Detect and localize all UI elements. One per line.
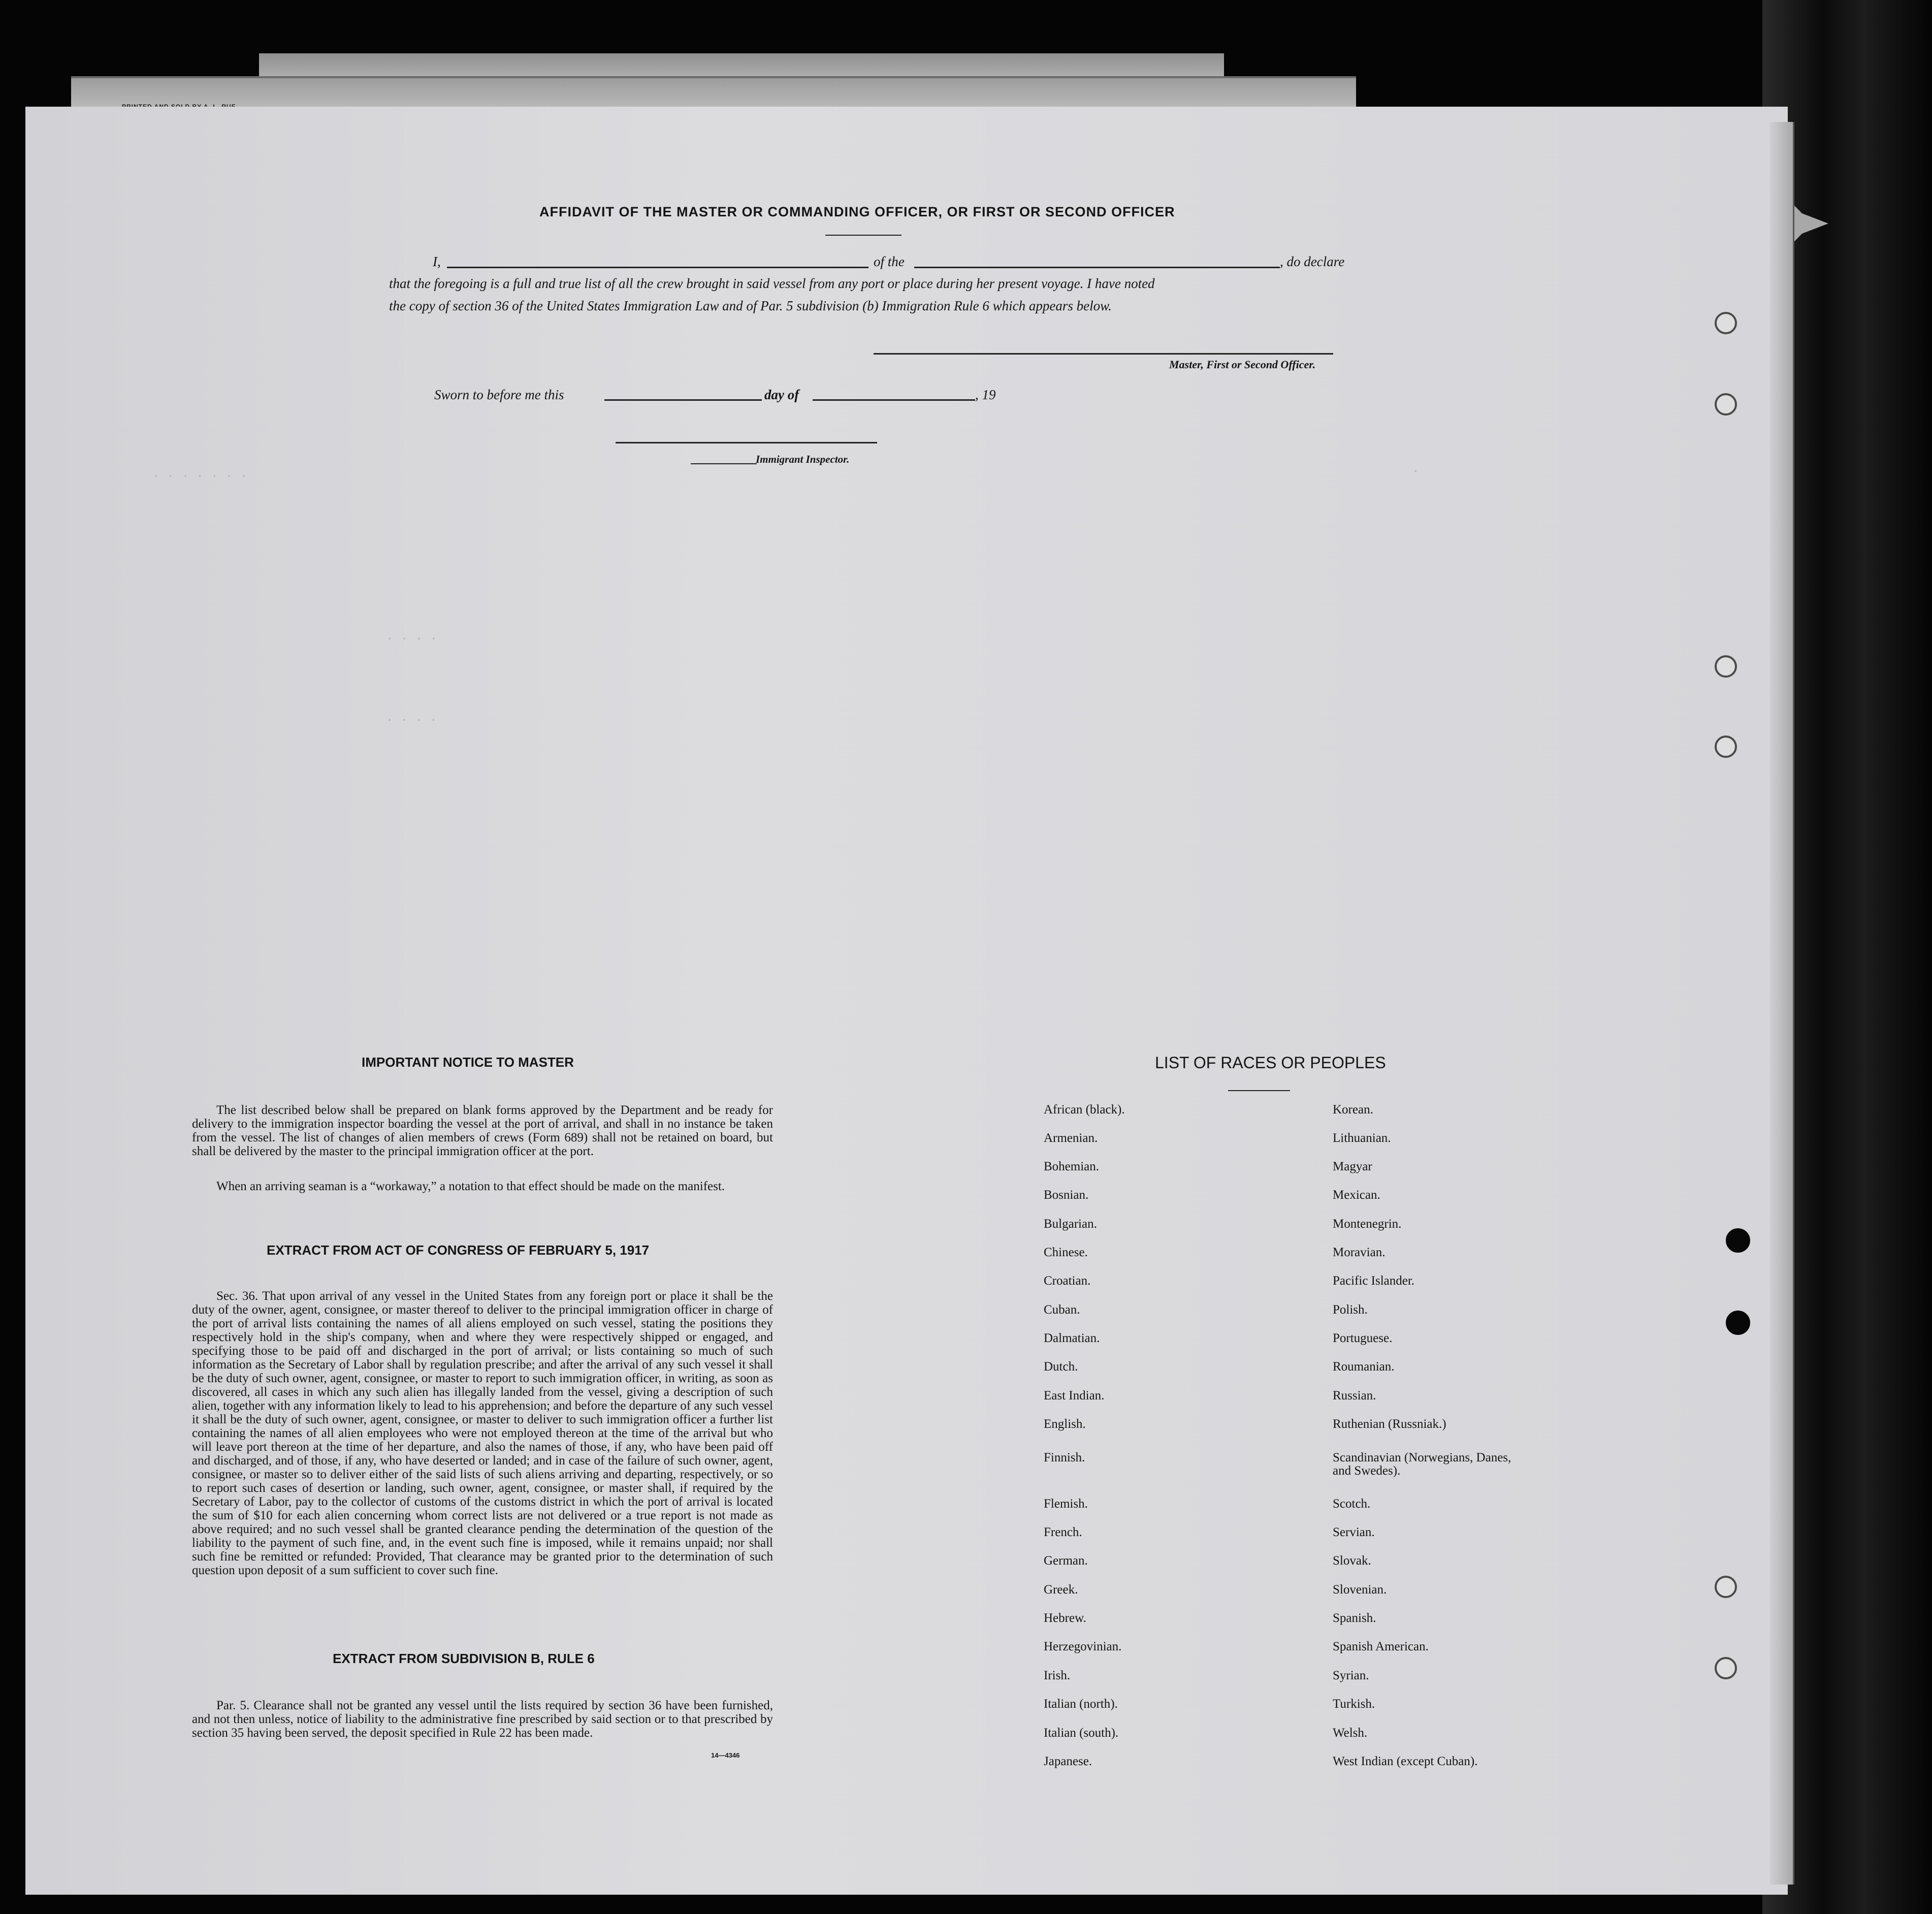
race-item: Flemish. [1044, 1497, 1088, 1511]
binder-hole-punched [1726, 1228, 1750, 1253]
race-item: Roumanian. [1333, 1360, 1395, 1374]
extract-rule-title: EXTRACT FROM SUBDIVISION B, RULE 6 [333, 1651, 595, 1666]
affidavit-i: I, [433, 254, 441, 269]
binder-hole [1715, 312, 1737, 334]
race-item: African (black). [1044, 1103, 1125, 1117]
race-item: Armenian. [1044, 1131, 1098, 1145]
extract-rule-text: Par. 5. Clearance shall not be granted any vessel until the lists required by section 36 have been furnished, and not then unless, notice of liability to the administrative fine prescribed by said section or to that prescribed by section 35 having been served, the deposit specified in Rule 22 has been made. [192, 1699, 773, 1740]
race-item: Welsh. [1333, 1726, 1368, 1740]
race-item: Lithuanian. [1333, 1131, 1391, 1145]
sworn-day-of: day of [764, 387, 799, 402]
affidavit-line2: that the foregoing is a full and true list of all the crew brought in said vessel from any port or place during her present voyage. I have noted [389, 276, 1155, 291]
race-item: French. [1044, 1525, 1082, 1539]
signature-blank [874, 353, 1333, 355]
race-item: Cuban. [1044, 1303, 1080, 1317]
title-rule [825, 235, 901, 236]
race-item: Italian (north). [1044, 1697, 1118, 1711]
race-item: Bohemian. [1044, 1160, 1100, 1173]
sworn-prefix: Sworn to before me this [434, 387, 564, 402]
race-item: Scotch. [1333, 1497, 1371, 1511]
race-item: Herzegovinian. [1044, 1640, 1122, 1653]
bleed-through-text: . . . . . . . [152, 467, 248, 481]
race-item: German. [1044, 1554, 1088, 1568]
race-item: Dutch. [1044, 1360, 1078, 1374]
extract-act-title: EXTRACT FROM ACT OF CONGRESS OF FEBRUARY 5, 1917 [267, 1242, 650, 1258]
notice-paragraph-2: When an arriving seaman is a “workaway,” a notation to that effect should be made on the manifest. [216, 1179, 725, 1193]
page-edge [1770, 122, 1794, 1885]
binder-hole [1715, 736, 1737, 758]
race-item: Portuguese. [1333, 1331, 1393, 1345]
inspector-short-rule [691, 463, 757, 464]
affidavit-do-declare: , do declare [1280, 254, 1345, 269]
document-page [25, 107, 1788, 1895]
race-item: Slovak. [1333, 1554, 1371, 1568]
race-item: Japanese. [1044, 1755, 1092, 1768]
binder-hole [1715, 393, 1737, 416]
race-item: Turkish. [1333, 1697, 1375, 1711]
race-item: Spanish American. [1333, 1640, 1429, 1653]
race-item: Chinese. [1044, 1246, 1088, 1259]
inspector-signature-blank [616, 442, 877, 443]
race-item: Servian. [1333, 1525, 1375, 1539]
race-item: Bulgarian. [1044, 1217, 1097, 1231]
race-item: East Indian. [1044, 1389, 1105, 1402]
day-blank [604, 399, 762, 401]
sworn-year: , 19 [975, 387, 996, 402]
race-item: Spanish. [1333, 1611, 1376, 1625]
race-item: Polish. [1333, 1303, 1368, 1317]
race-item: Croatian. [1044, 1274, 1091, 1288]
race-item: Montenegrin. [1333, 1217, 1402, 1231]
race-item: Syrian. [1333, 1669, 1369, 1682]
race-item: Russian. [1333, 1389, 1376, 1402]
race-item: Moravian. [1333, 1246, 1386, 1259]
race-item: English. [1044, 1417, 1086, 1431]
bleed-through-text: . [1412, 462, 1420, 476]
races-title-rule [1228, 1090, 1290, 1091]
race-item: Slovenian. [1333, 1583, 1387, 1597]
affidavit-title: AFFIDAVIT OF THE MASTER OR COMMANDING OFFICER, OR FIRST OR SECOND OFFICER [539, 204, 1175, 219]
race-item: Korean. [1333, 1103, 1373, 1117]
binder-hole [1715, 655, 1737, 678]
binder-hole-punched [1726, 1311, 1750, 1335]
notice-title: IMPORTANT NOTICE TO MASTER [362, 1055, 574, 1070]
month-blank [813, 399, 975, 401]
race-item: Mexican. [1333, 1188, 1380, 1202]
form-number: 14—4346 [711, 1751, 740, 1759]
inspector-label: Immigrant Inspector. [756, 453, 850, 465]
name-blank [447, 267, 868, 268]
signature-label: Master, First or Second Officer. [1169, 358, 1316, 371]
race-item: Scandinavian (Norwegians, Danes, and Swedes). [1333, 1451, 1511, 1478]
vessel-blank [914, 267, 1280, 268]
race-item: Dalmatian. [1044, 1331, 1100, 1345]
race-item: Ruthenian (Russniak.) [1333, 1417, 1446, 1431]
races-title: LIST OF RACES OR PEOPLES [1155, 1054, 1386, 1072]
race-item: Magyar [1333, 1160, 1372, 1173]
binder-hole [1715, 1657, 1737, 1679]
race-item: Pacific Islander. [1333, 1274, 1415, 1288]
race-item: Bosnian. [1044, 1188, 1089, 1202]
race-item: Greek. [1044, 1583, 1078, 1597]
extract-act-text: Sec. 36. That upon arrival of any vessel in the United States from any foreign port or place it shall be the duty of the owner, agent, consignee, or master thereof to deliver to the principal immigration officer in charge of the port of arrival lists containing the names of all aliens employed on such vessel, stating the positions they respectively hold in the ship's company, when and where they were respectively shipped or engaged, and specifying those to be paid off and discharged in the port of arrival; or lists containing so much of such information as the Secretary of Labor shall by regulation prescribe; and after the arrival of any such vessel it shall be the duty of such owner, agent, consignee, or master to report to such immigration officer, in writing, as soon as discovered, all cases in which any such alien has illegally landed from the vessel, giving a description of such alien, together with any information likely to lead to his apprehension; and before the departure of any such vessel it shall be the duty of such owner, agent, consignee, or master to deliver to such immigration officer a further list containing the names of all alien employees who were not employed thereon at the time of the arrival but who will leave port thereon at the time of her departure, and also the names of those, if any, who have been paid off and discharged, and of those, if any, who have deserted or landed; and in case of the failure of such owner, agent, consignee, or master so to deliver either of the said lists of such aliens arriving and departing, respectively, or so to report such cases of desertion or landing, such owner, agent, consignee, or master shall, if required by the Secretary of Labor, pay to the collector of customs of the customs district in which the port of arrival is located the sum of $10 for each alien concerning whom correct lists are not delivered or a true report is not made as above required; and no such vessel shall be granted clearance pending the determination of the question of the liability to the payment of such fine, and, in the event such fine is imposed, while it remains unpaid; nor shall such fine be remitted or refunded: Provided, That clearance may be granted prior to the determination of such question upon deposit of a sum sufficient to cover such fine. [192, 1289, 773, 1577]
race-item: Hebrew. [1044, 1611, 1086, 1625]
bleed-through-text: . . . . [386, 630, 437, 644]
race-item: Finnish. [1044, 1451, 1085, 1464]
binder-hole [1715, 1576, 1737, 1598]
race-item: West Indian (except Cuban). [1333, 1755, 1478, 1768]
affidavit-of-the: of the [874, 254, 905, 269]
notice-paragraph-1: The list described below shall be prepared on blank forms approved by the Department and be ready for delivery to the immigration inspector boarding the vessel at the port of arrival, and shall in no instance be taken from the vessel. The list of changes of alien members of crews (Form 689) shall not be retained on board, but shall be delivered by the master to the principal immigration officer at the port. [192, 1103, 773, 1158]
affidavit-line3: the copy of section 36 of the United States Immigration Law and of Par. 5 subdivision (b) Immigration Rule 6 which appears below. [389, 298, 1112, 313]
race-item: Italian (south). [1044, 1726, 1119, 1740]
bleed-through-text: . . . . [386, 711, 437, 725]
race-item: Irish. [1044, 1669, 1071, 1682]
